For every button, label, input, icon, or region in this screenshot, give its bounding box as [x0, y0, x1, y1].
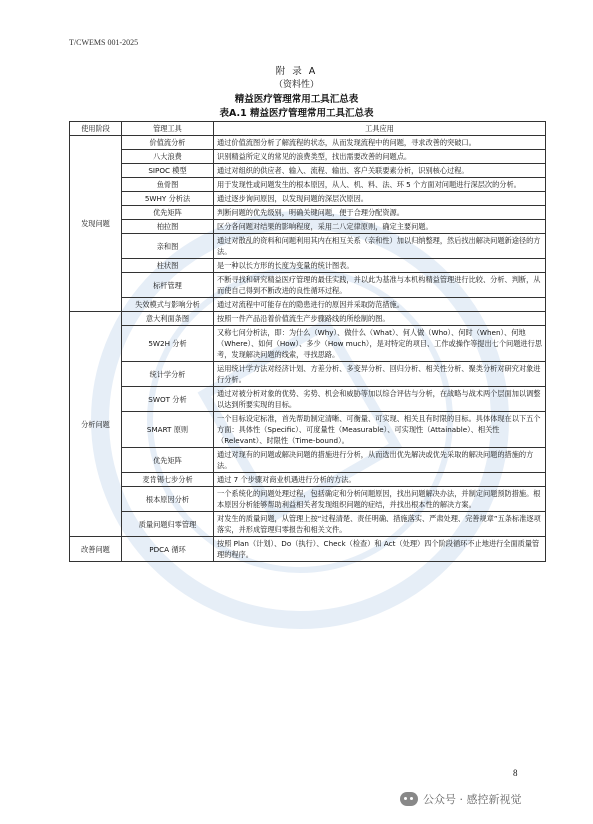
application-cell: 不断寻找和研究精益医疗管理的最佳实践，并以此为基准与本机构精益管理进行比较、分析、判断，从而使自己得到不断改进的良性循环过程。 — [214, 273, 546, 298]
tools-table — [69, 121, 546, 562]
table-row — [70, 487, 546, 512]
wechat-footer — [400, 791, 522, 807]
table-header-row — [70, 122, 546, 136]
application-cell: 运用统计学方法对经济计划、方差分析、多变异分析、回归分析、相关性分析、聚类分析对研究对象进行分析。 — [214, 362, 546, 387]
tool-cell: 优先矩阵 — [122, 206, 214, 220]
column-header-tool: 管理工具 — [122, 122, 214, 136]
application-cell: 对发生的质量问题，从管理上按“过程清楚、责任明确、措施落实、严肃处理、完善规章”五条标准逐项落实，并形成管理归零报告和相关文件。 — [214, 512, 546, 537]
table-row — [70, 150, 546, 164]
application-cell: 区分各问题对结果的影响程度，采用二八定律原则，确定主要问题。 — [214, 220, 546, 234]
application-cell: 按照 Plan（计划）、Do（执行）、Check（检查）和 Act（处理）四个阶段循环不止地进行全面质量管理的程序。 — [214, 537, 546, 562]
table-row — [70, 448, 546, 473]
tool-cell: 失效模式与影响分析 — [122, 298, 214, 312]
application-cell: 通过价值流图分析了解流程的状态，从而发现流程中的问题，寻求改善的突破口。 — [214, 136, 546, 150]
application-cell: 通过对被分析对象的优势、劣势、机会和威胁等加以综合评估与分析，在战略与战术两个层面加以调整以达到所要实现的目标。 — [214, 387, 546, 412]
column-header-application: 工具应用 — [214, 122, 546, 136]
application-cell: 是一种以长方形的长度为变量的统计图表。 — [214, 259, 546, 273]
table-body — [70, 136, 546, 562]
table-row — [70, 178, 546, 192]
wechat-label: 公众号 · 感控新视觉 — [423, 793, 522, 806]
table-row — [70, 192, 546, 206]
application-cell: 判断问题的优先级别，明确关键问题，便于合理分配资源。 — [214, 206, 546, 220]
table-row — [70, 136, 546, 150]
column-header-stage: 使用阶段 — [70, 122, 122, 136]
application-cell: 又称七问分析法，即：为什么（Why）、做什么（What）、何人做（Who）、何时（When）、何地（Where）、如何（How）、多少（How much），是对特定的项目、工作或操作等提出七个问题进行思考，发现解决问题的线索，寻找思路。 — [214, 326, 546, 362]
table-caption: 表A.1 精益医疗管理常用工具汇总表 — [219, 108, 374, 119]
application-cell: 通过对散乱的资料和问题利用其内在相互关系（亲和性）加以归纳整理，然后找出解决问题新途径的方法。 — [214, 234, 546, 259]
application-cell: 通过 7 个步骤对商业机遇进行分析的方法。 — [214, 473, 546, 487]
table-row — [70, 259, 546, 273]
table-row — [70, 273, 546, 298]
document-code: T/CWEMS 001-2025 — [69, 38, 139, 47]
application-cell: 用于发现性或问题发生的根本原因，从人、机、料、法、环 5 个方面对问题进行深层次的分析。 — [214, 178, 546, 192]
page-number: 8 — [513, 768, 518, 778]
application-cell: 识别精益所定义的常见的浪费类型，找出需要改善的问题点。 — [214, 150, 546, 164]
application-cell: 一个系统化的问题处理过程，包括确定和分析问题原因，找出问题解决办法，并制定问题预防措施。根本原因分析能够帮助利益相关者发现组织问题的症结，并找出根本性的解决方案。 — [214, 487, 546, 512]
stage-cell: 改善问题 — [70, 537, 122, 562]
application-cell: 通过对流程中可能存在的隐患进行的原因并采取防范措施。 — [214, 298, 546, 312]
table-row — [70, 312, 546, 326]
tool-cell: 优先矩阵 — [122, 448, 214, 473]
tool-cell: 柏拉图 — [122, 220, 214, 234]
tool-cell: 统计学分析 — [122, 362, 214, 387]
stage-cell: 分析问题 — [70, 312, 122, 537]
table-row — [70, 473, 546, 487]
table-row — [70, 387, 546, 412]
table-row — [70, 537, 546, 562]
tool-cell: 麦肯锡七步分析 — [122, 473, 214, 487]
tool-cell: 标杆管理 — [122, 273, 214, 298]
wechat-icon — [400, 792, 418, 806]
table-row — [70, 164, 546, 178]
tool-cell: SIPOC 模型 — [122, 164, 214, 178]
tool-cell: 5WHY 分析法 — [122, 192, 214, 206]
tool-cell: 价值流分析 — [122, 136, 214, 150]
table-row — [70, 362, 546, 387]
application-cell: 按照一件产品沿着价值流生产步骤路线的所绘制的图。 — [214, 312, 546, 326]
table-row — [70, 234, 546, 259]
table-row — [70, 220, 546, 234]
application-cell: 通过对组织的供应者、输入、流程、输出、客户关联要素分析，识别核心过程。 — [214, 164, 546, 178]
tool-cell: SWOT 分析 — [122, 387, 214, 412]
appendix-heading: 精益医疗管理常用工具汇总表 — [234, 94, 359, 105]
tool-cell: 根本原因分析 — [122, 487, 214, 512]
table-row — [70, 412, 546, 448]
table-row — [70, 512, 546, 537]
table-row — [70, 298, 546, 312]
table-row — [70, 206, 546, 220]
tool-cell: 柱状图 — [122, 259, 214, 273]
tool-cell: 鱼骨图 — [122, 178, 214, 192]
tool-cell: 意大利面条图 — [122, 312, 214, 326]
application-cell: 通过逐步询问原因，以发现问题的深层次原因。 — [214, 192, 546, 206]
tool-cell: 八大浪费 — [122, 150, 214, 164]
stage-cell: 发现问题 — [70, 136, 122, 312]
tool-cell: 质量问题归零管理 — [122, 512, 214, 537]
application-cell: 一个目标设定标准，首先帮助制定清晰、可衡量、可实现、相关且有时限的目标。具体体现在以下五个方面：具体性（Specific）、可度量性（Measurable）、可实现性（Attainable）、相关性（Relevant）、时限性（Time-bound）。 — [214, 412, 546, 448]
application-cell: 通过对现有的问题或解决问题的措施进行分析，从而选出优先解决或优先采取的解决问题的措施的方法。 — [214, 448, 546, 473]
appendix-title: 附 录 A — [275, 66, 318, 77]
tool-cell: SMART 原则 — [122, 412, 214, 448]
table-row — [70, 326, 546, 362]
tool-cell: 亲和图 — [122, 234, 214, 259]
tool-cell: PDCA 循环 — [122, 537, 214, 562]
appendix-nature: （资料性） — [273, 80, 319, 90]
tool-cell: 5W2H 分析 — [122, 326, 214, 362]
